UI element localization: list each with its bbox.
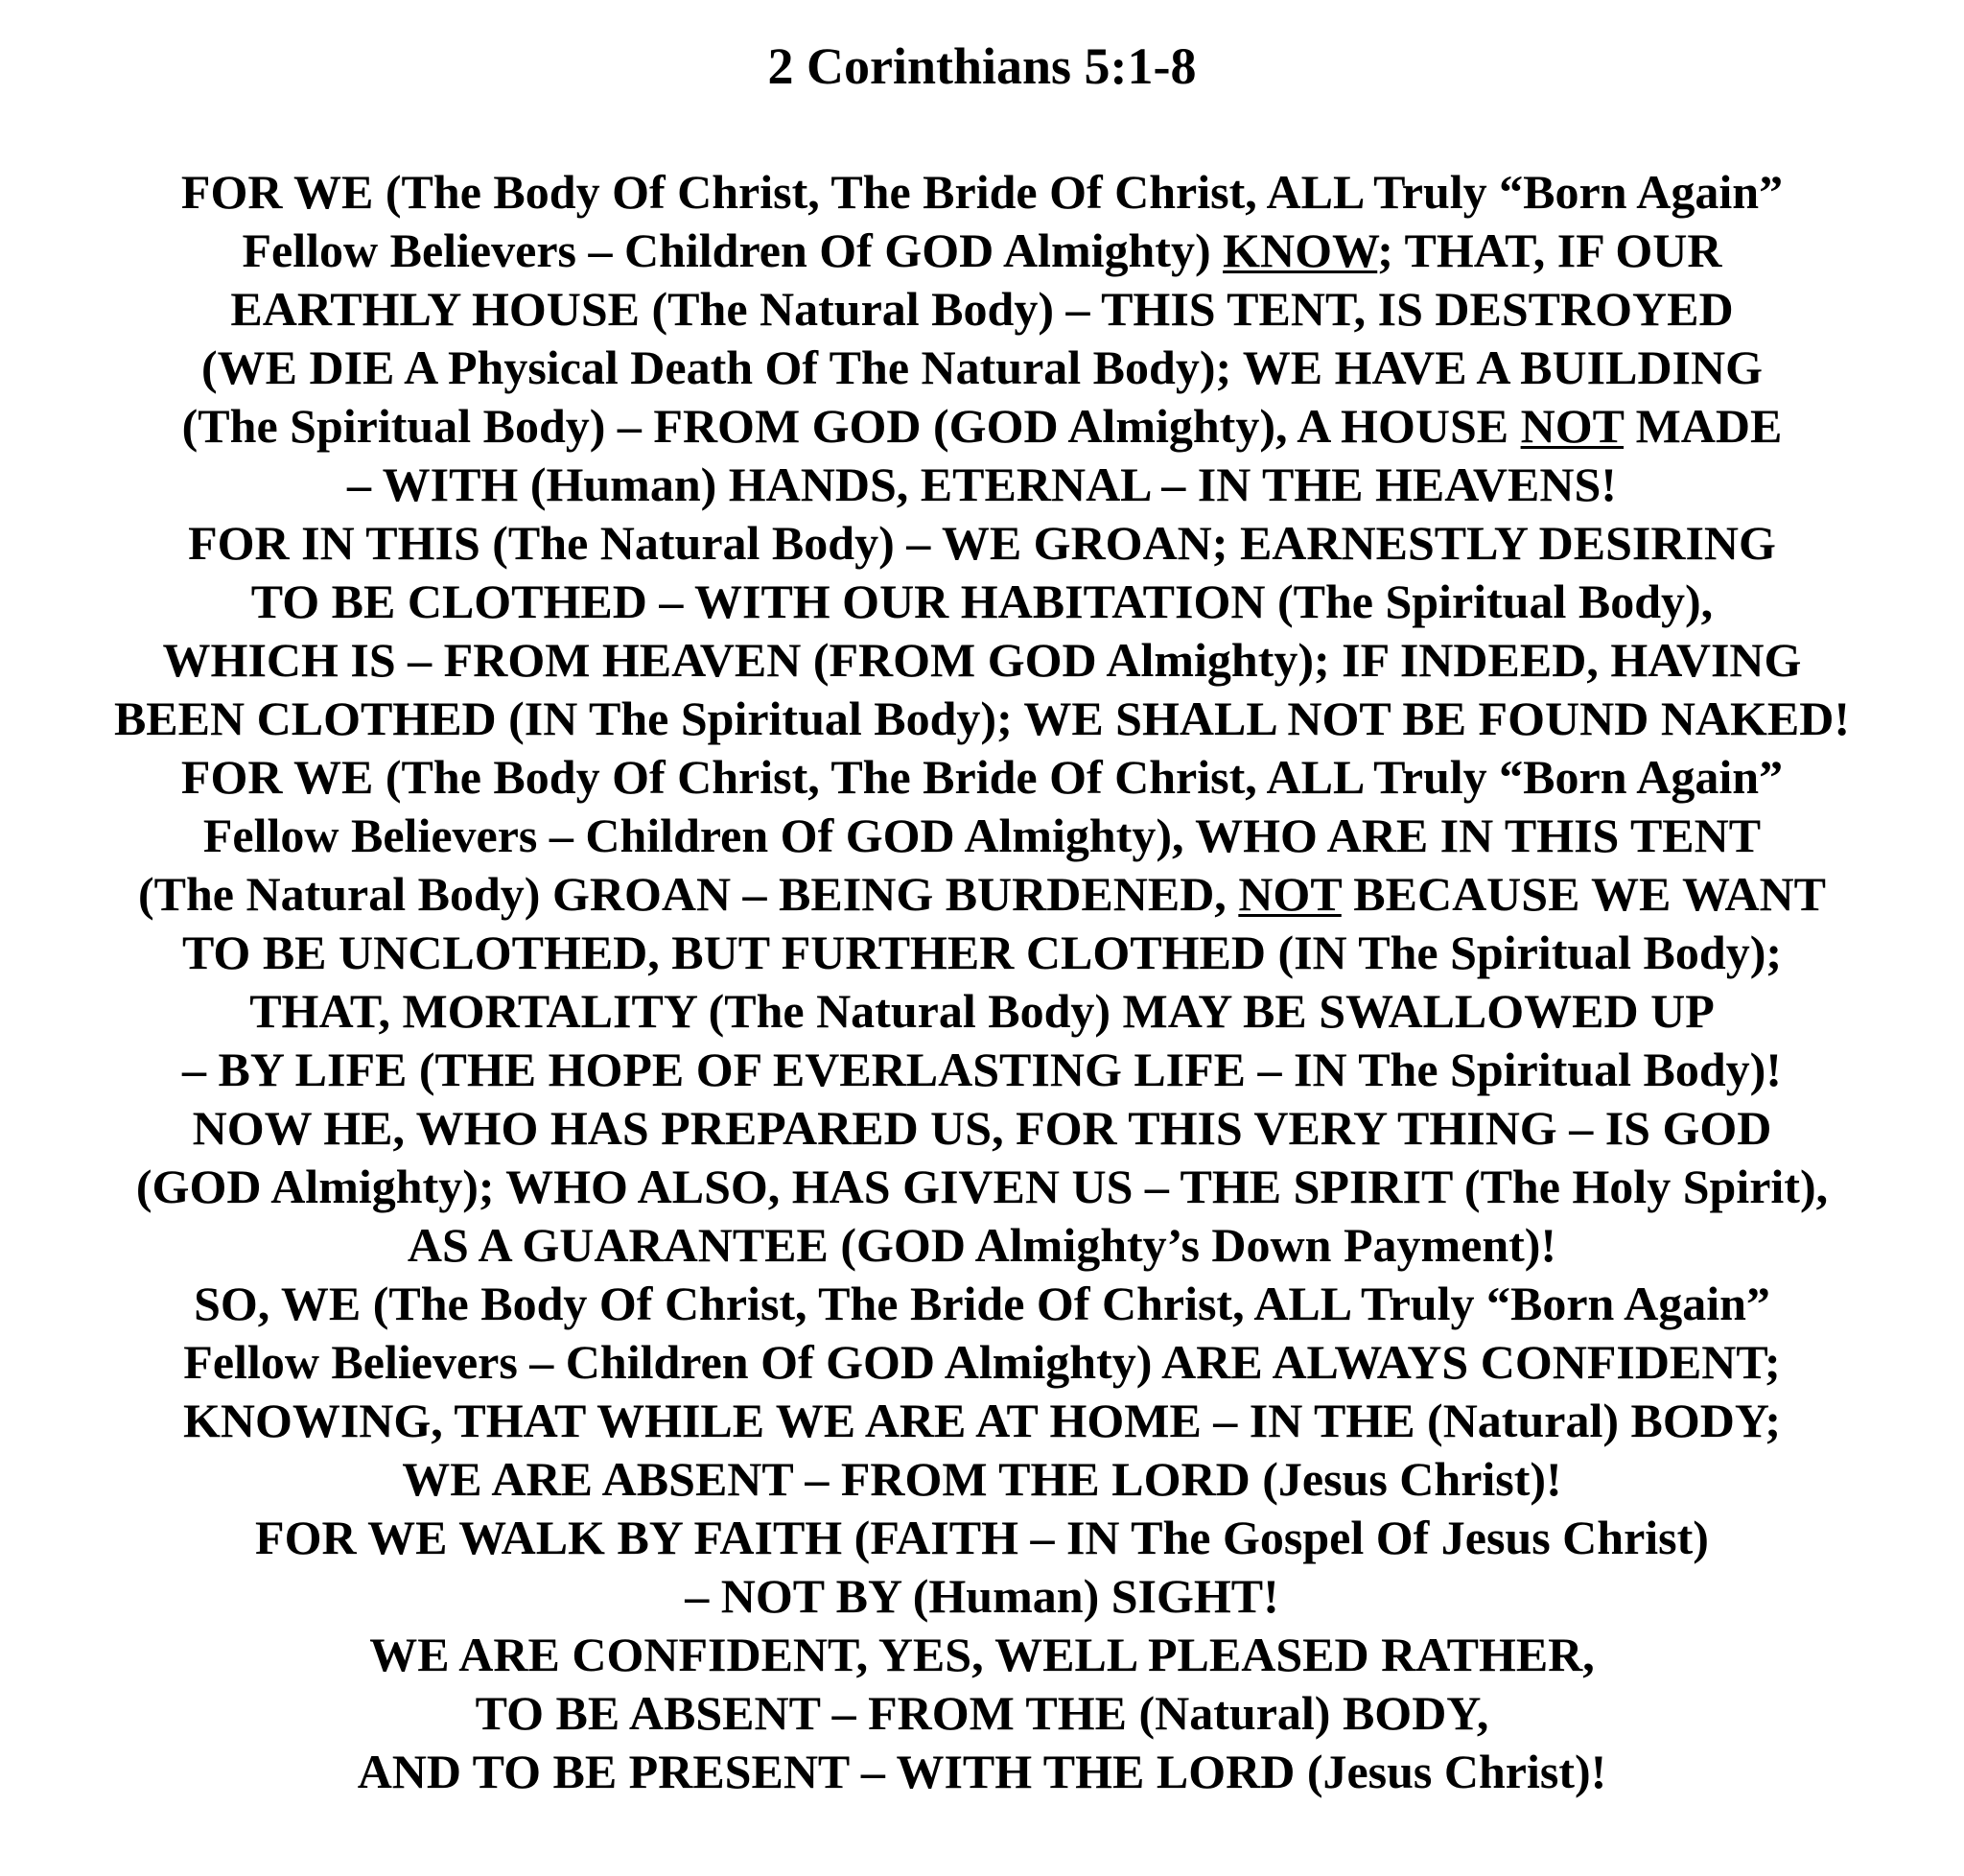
line-text: – WITH (Human) HANDS, ETERNAL – IN THE HEAVENS!: [347, 457, 1617, 511]
scripture-line: [0, 1216, 1964, 1275]
scripture-line: [0, 163, 1964, 222]
line-text: Fellow Believers – Children Of GOD Almighty), WHO ARE IN THIS TENT: [202, 809, 1762, 862]
scripture-body: [0, 163, 1964, 1801]
scripture-line: [0, 748, 1964, 807]
scripture-line: [0, 1392, 1964, 1450]
underlined-word: NOT: [1238, 867, 1342, 921]
line-text: EARTHLY HOUSE (The Natural Body) – THIS TENT, IS DESTROYED: [230, 282, 1734, 336]
underlined-word: NOT: [1520, 399, 1625, 453]
line-text: FOR WE (The Body Of Christ, The Bride Of Christ, ALL Truly “Born Again”: [180, 750, 1784, 804]
line-text: FOR WE (The Body Of Christ, The Bride Of Christ, ALL Truly “Born Again”: [180, 165, 1784, 219]
line-text: WE ARE ABSENT – FROM THE LORD (Jesus Christ)!: [402, 1452, 1562, 1506]
page-title: 2 Corinthians 5:1-8: [767, 37, 1197, 95]
line-text: BEEN CLOTHED (IN The Spiritual Body); WE SHALL NOT BE FOUND NAKED!: [113, 692, 1851, 745]
line-text: KNOWING, THAT WHILE WE ARE AT HOME – IN THE (Natural) BODY;: [182, 1394, 1782, 1447]
line-text: (WE DIE A Physical Death Of The Natural Body); WE HAVE A BUILDING: [200, 340, 1764, 394]
line-text: THAT, MORTALITY (The Natural Body) MAY BE SWALLOWED UP: [249, 984, 1715, 1038]
scripture-line: [0, 807, 1964, 865]
line-text: TO BE UNCLOTHED, BUT FURTHER CLOTHED (IN The Spiritual Body);: [181, 926, 1783, 979]
scripture-line: [0, 280, 1964, 339]
line-text-continued: MADE: [1624, 399, 1783, 453]
line-text: AS A GUARANTEE (GOD Almighty’s Down Payment)!: [407, 1218, 1557, 1272]
scripture-line: [0, 1743, 1964, 1801]
scripture-line: [0, 1041, 1964, 1099]
scripture-line: [0, 514, 1964, 573]
line-text: Fellow Believers – Children Of GOD Almighty): [242, 223, 1224, 277]
line-text: FOR WE WALK BY FAITH (FAITH – IN The Gospel Of Jesus Christ): [255, 1511, 1709, 1564]
line-text: (The Spiritual Body) – FROM GOD (GOD Almighty), A HOUSE: [181, 399, 1521, 453]
line-text-continued: ; THAT, IF OUR: [1377, 223, 1722, 277]
scripture-line: [0, 1158, 1964, 1216]
line-text: SO, WE (The Body Of Christ, The Bride Of Christ, ALL Truly “Born Again”: [194, 1277, 1770, 1330]
scripture-line: [0, 690, 1964, 748]
scripture-line: [0, 924, 1964, 982]
scripture-line: [0, 1333, 1964, 1392]
line-text: – BY LIFE (THE HOPE OF EVERLASTING LIFE – IN The Spiritual Body)!: [182, 1043, 1782, 1096]
line-text: (The Natural Body) GROAN – BEING BURDENED,: [137, 867, 1239, 921]
scripture-line: [0, 1099, 1964, 1158]
line-text-continued: BECAUSE WE WANT: [1341, 867, 1827, 921]
scripture-line: [0, 1567, 1964, 1626]
scripture-line: [0, 1626, 1964, 1684]
line-text: WHICH IS – FROM HEAVEN (FROM GOD Almighty); IF INDEED, HAVING: [162, 633, 1802, 687]
line-text: WE ARE CONFIDENT, YES, WELL PLEASED RATHER,: [369, 1628, 1595, 1681]
line-text: Fellow Believers – Children Of GOD Almighty) ARE ALWAYS CONFIDENT;: [183, 1335, 1781, 1389]
line-text: TO BE ABSENT – FROM THE (Natural) BODY,: [475, 1686, 1489, 1740]
line-text: TO BE CLOTHED – WITH OUR HABITATION (The Spiritual Body),: [250, 575, 1714, 628]
line-text: AND TO BE PRESENT – WITH THE LORD (Jesus Christ)!: [357, 1745, 1607, 1798]
scripture-line: [0, 397, 1964, 456]
line-text: (GOD Almighty); WHO ALSO, HAS GIVEN US – THE SPIRIT (The Holy Spirit),: [135, 1160, 1829, 1213]
scripture-line: [0, 456, 1964, 514]
scripture-line: [0, 1684, 1964, 1743]
underlined-word: KNOW: [1223, 223, 1378, 277]
scripture-line: [0, 982, 1964, 1041]
line-text: FOR IN THIS (The Natural Body) – WE GROAN; EARNESTLY DESIRING: [188, 516, 1776, 570]
line-text: NOW HE, WHO HAS PREPARED US, FOR THIS VERY THING – IS GOD: [192, 1101, 1772, 1155]
scripture-line: [0, 339, 1964, 397]
scripture-line: [0, 222, 1964, 280]
scripture-line: [0, 1509, 1964, 1567]
scripture-line: [0, 631, 1964, 690]
line-text: – NOT BY (Human) SIGHT!: [685, 1569, 1279, 1623]
scripture-line: [0, 1275, 1964, 1333]
scripture-line: [0, 573, 1964, 631]
scripture-line: [0, 865, 1964, 924]
scripture-line: [0, 1450, 1964, 1509]
